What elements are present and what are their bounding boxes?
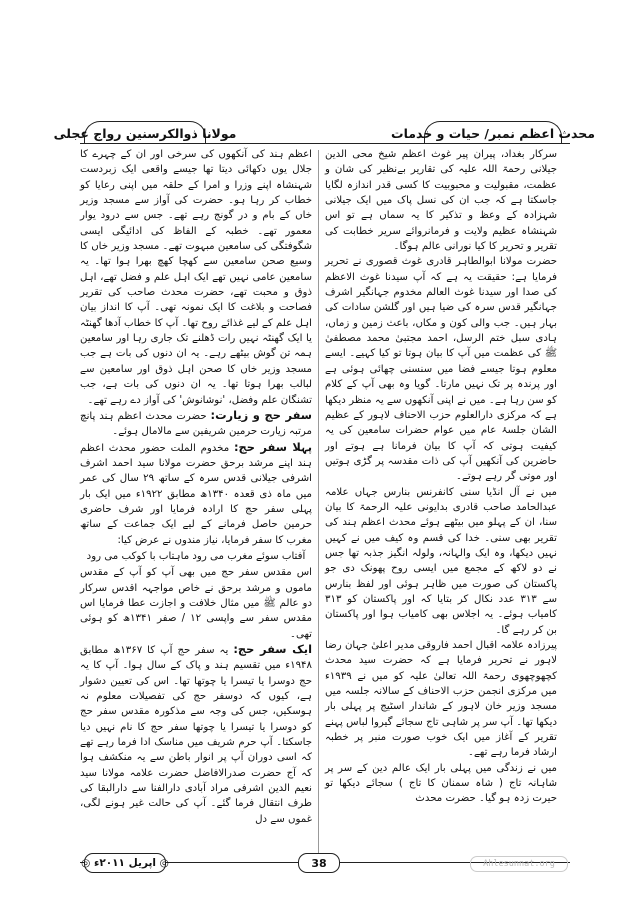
page-number-text: 38	[311, 856, 327, 870]
paragraph: اعظم ہند کی آنکھوں کی سرخی اور ان کے چہرے کا جلال یوں دکھائی دیتا تھا جیسے واقعی ایک زبردست شہنشاہ اپنے وزرا و امرا کے حلقہ میں اپنی رعایا کو خطاب کر رہا ہو۔ حضرت کی آواز سے مسجد وزیر خاں کے بام و در گونج رہے تھے۔ جس سے درود یوار معمور تھے۔ خطبہ کے الفاظ کی ادائیگی ایسی شگوفتگی کی سامعین مبہوت تھے۔ مسجد وزیر خاں کا وسیع صحن سامعین سے کھچا کھچ بھرا ہوا تھا۔ یہ سامعین عامی نہیں تھے ایک اہل علم و فضل تھے، اہل ذوق و محبت تھے، حضرت محدث صاحب کی تقریر فصاحت و بلاغت کا ایک نمونہ تھی۔ آپ کا انداز بیان اہل علم کے لیے غذائے روح تھا۔ آپ کا خطاب آدھا گھنٹہ یا ایک گھنٹہ نہیں رات ڈھلنے تک جاری رہا اور سامعین ہمہ تن گوش بیٹھے رہے۔ یہ ان دنوں کی بات ہے جب مسجد وزیر خاں کا صحن اہل ذوق اور سامعین سے لبالب بھرا ہوتا تھا۔ یہ ان دنوں کی بات ہے، جب تشنگان علم وفضل، 'نوشانوش' کی آواز دے رہے تھے۔	[80, 149, 312, 406]
watermark-text: Ahlesunnat.org	[483, 859, 555, 869]
paragraph: پیرزادہ علامہ اقبال احمد فاروقی مدیر اعلیٰ جہان رضا لاہور نے تحریر فرمایا ہے کہ حضرت سید محدث کچھوچھوی رحمۃ اللہ تعالیٰ علیہ کو میں نے ۱۹۳۹ء میں مرکزی انجمن حزب الاحناف کے سالانہ جلسہ میں مسجد وزیر خان لاہور کے شاندار اسٹیج پر پہلی بار دیکھا تھا۔ آپ سر پر شاہی تاج سجائے گیروا لباس پہنے تقریر کے آغاز میں ایک خوب صورت منبر پر خطبہ ارشاد فرما رہے تھے۔	[325, 640, 557, 759]
issue-date	[81, 853, 169, 873]
section-text: مخدوم الملت حضور محدث اعظم ہند اپنے مرشد برحق حضرت مولانا سید احمد اشرف اشرفی جیلانی قدس سرہ کے ساتھ ۲۹ سال کی عمر میں ماہ ذی قعدہ ۱۳۴۰ھ مطابق ۱۹۲۲ء میں ایک بار پہلی سفر حج کا ارادہ فرمایا اور شرف حاضری حرمین حاصل فرمانے کے لیے ایک جماعت کے ساتھ مغرب کا سفر فرمایا، نیاز مندوں نے عرض کیا:	[80, 442, 313, 546]
section-another-hajj	[80, 642, 312, 827]
paragraph: حضرت مولانا ابوالطاہر قادری غوث قصوری نے تحریر فرمایا ہے: حقیقت یہ ہے کہ آپ سیدنا غوث الاعظم کی صدا اور سیدنا غوث العالم مخدوم جہانگیر اشرف جہانگیر قدس سرہ کی ضیا ہیں اور گلشن سادات کی بہار ہیں۔ جب والی کون و مکاں، باعث زمین و زماں، ہادی سبل ختم الرسل، احمد مجتبیٰ محمد مصطفیٰ ﷺ کی عظمت میں آپ کا بیان ہوتا تو کیا کہیے۔ ایسے معلوم ہوتا جیسے فضا میں سنسنی چھائی ہوئی ہے اور پرندہ پر تک نہیں مارتا۔ گویا وہ بھی آپ کے کلام کو سن رہا ہے۔ میں نے اپنی آنکھوں سے یہ منظر دیکھا ہے کہ مرکزی دارالعلوم حزب الاحناف لاہور کے عظیم الشان جلسۂ عام میں عوام حضرات سامعین کی یہ کیفیت ہوتی کہ آپ کا بیان فرمانا ہے ہوتے اور حاضرین کی آنکھیں آپ کی ذات مقدسہ پر گڑی ہوتیں اور موتی گر رہے ہوتے۔	[325, 256, 557, 483]
section-heading: پہلا سفر حج:	[233, 439, 312, 454]
paragraph: اس مقدس سفر حج میں بھی آپ کو آپ کے مقدس ماموں و مرشد برحق نے خاص مواجہہ اقدس سرکار دو عالم ﷺ میں مثال خلافت و اجازت عطا فرمایا اس مقدس سفر سے واپسی ۱۲ / صفر ۱۳۴۱ھ کو ہوئی تھی۔	[80, 567, 313, 640]
paragraph: میں نے آل انڈیا سنی کانفرنس بنارس جہاں علامہ عبدالحامد صاحب قادری بدایونی علیہ الرحمۃ کا بیان سنا، ان کے پہلو میں بیٹھے ہوئے محدث اعظم ہند کی تقریر بھی سنی۔ خدا کی قسم وہ کیف میں نے کہیں نہیں دیکھا، وہ ایک والہانہ، ولولہ انگیز جذبہ تھا جس نے دو لاکھ کے مجمع میں ایسی روح پھونک دی جو پاکستان کی صورت میں ظاہر ہوئی اور لفظ بنارس سے ۳۱۳ عدد نکال کر بتایا کہ اور پاکستان کو ۳۱۳ کامیاب ہوئے۔ یہ اجلاس بھی کامیاب ہوا اور پاکستان بن کر رہے گا۔	[325, 486, 558, 636]
right-column	[325, 147, 557, 807]
section-hajj-visits	[80, 408, 312, 440]
paragraph: سرکار بغداد، پیران پیر غوث اعظم شیخ محی الدین جیلانی رحمۃ اللہ علیہ کی تقاریر بےنظیر کی شان و عظمت، مقبولیت و محبوبیت کا کسی قدر اندازہ لگایا جاسکتا ہے کہ جب ان کی نسل پاک میں ایک جیلانی شہزادہ کے وعظ و تذکیر کا یہ سماں ہے تو اس شہنشاہ عظیم ولایت و فرمانروائے سریر خطابت کی تقریر و تحریر کا کیا نورانی عالم ہوگا۔	[325, 149, 557, 253]
column-divider	[318, 150, 319, 860]
section-text: حضرت محدث اعظم ہند پانچ مرتبہ زیارت حرمین شریفین سے مالامال ہوئے۔	[80, 410, 312, 438]
section-first-hajj	[80, 440, 312, 548]
page-number	[298, 853, 340, 873]
header-left-text: مولانا ذوالکرسنین رواج عجلی	[53, 125, 237, 141]
persian-couplet: آفتاب سوئے مغرب می رود ماہتاب با کوکب می رود	[86, 550, 306, 562]
section-text: یہ سفر حج آپ کا ۱۳۶۷ھ مطابق ۱۹۴۸ء میں تقسیم ہند و پاک کے سال ہوا۔ آپ کا یہ حج دوسرا یا تیسرا یا چوتھا تھا۔ اس کی تعیین دشوار ہے، کیوں کہ دوسفر حج کی تفصیلات معلوم نہ ہوسکیں، جس کی وجہ سے مذکورہ مقدس سفر حج کو دوسرا یا تیسرا یا چوتھا سفر حج کا نام نہیں دیا جاسکتا۔ آپ حرم شریف میں مناسک ادا فرما رہے تھے کہ اسی دوران آپ پر انوار باطن سے یہ منکشف ہوا کہ آج حضرت صدرالافاضل حضرت علامہ مولانا سید نعیم الدین اشرفی مراد آبادی دارالفنا سے دارالبقا کی طرف انتقال فرما گئے۔ آپ کی حالت غیر ہونے لگی، غموں سے دل	[80, 645, 312, 825]
header-title-left	[53, 121, 237, 144]
paragraph: میں نے زندگی میں پہلی بار ایک عالم دین کے سر پر شاہانہ تاج ( شاہ سمنان کا تاج ) سجائے دیکھا تو حیرت زدہ ہو گیا۔ حضرت محدث	[325, 762, 557, 805]
watermark	[470, 856, 568, 872]
header-rule	[80, 143, 570, 144]
header-title-right	[391, 121, 595, 144]
issue-date-text: ◎ اپریل ۲۰۱۱ء ◎	[81, 857, 169, 869]
section-heading: ایک سفر حج:	[233, 642, 312, 656]
header-right-text: محدث اعظم نمبر/ حیات و خدمات	[391, 125, 595, 141]
section-heading: سفر حج و زیارت:	[210, 407, 312, 422]
left-column	[80, 147, 312, 827]
